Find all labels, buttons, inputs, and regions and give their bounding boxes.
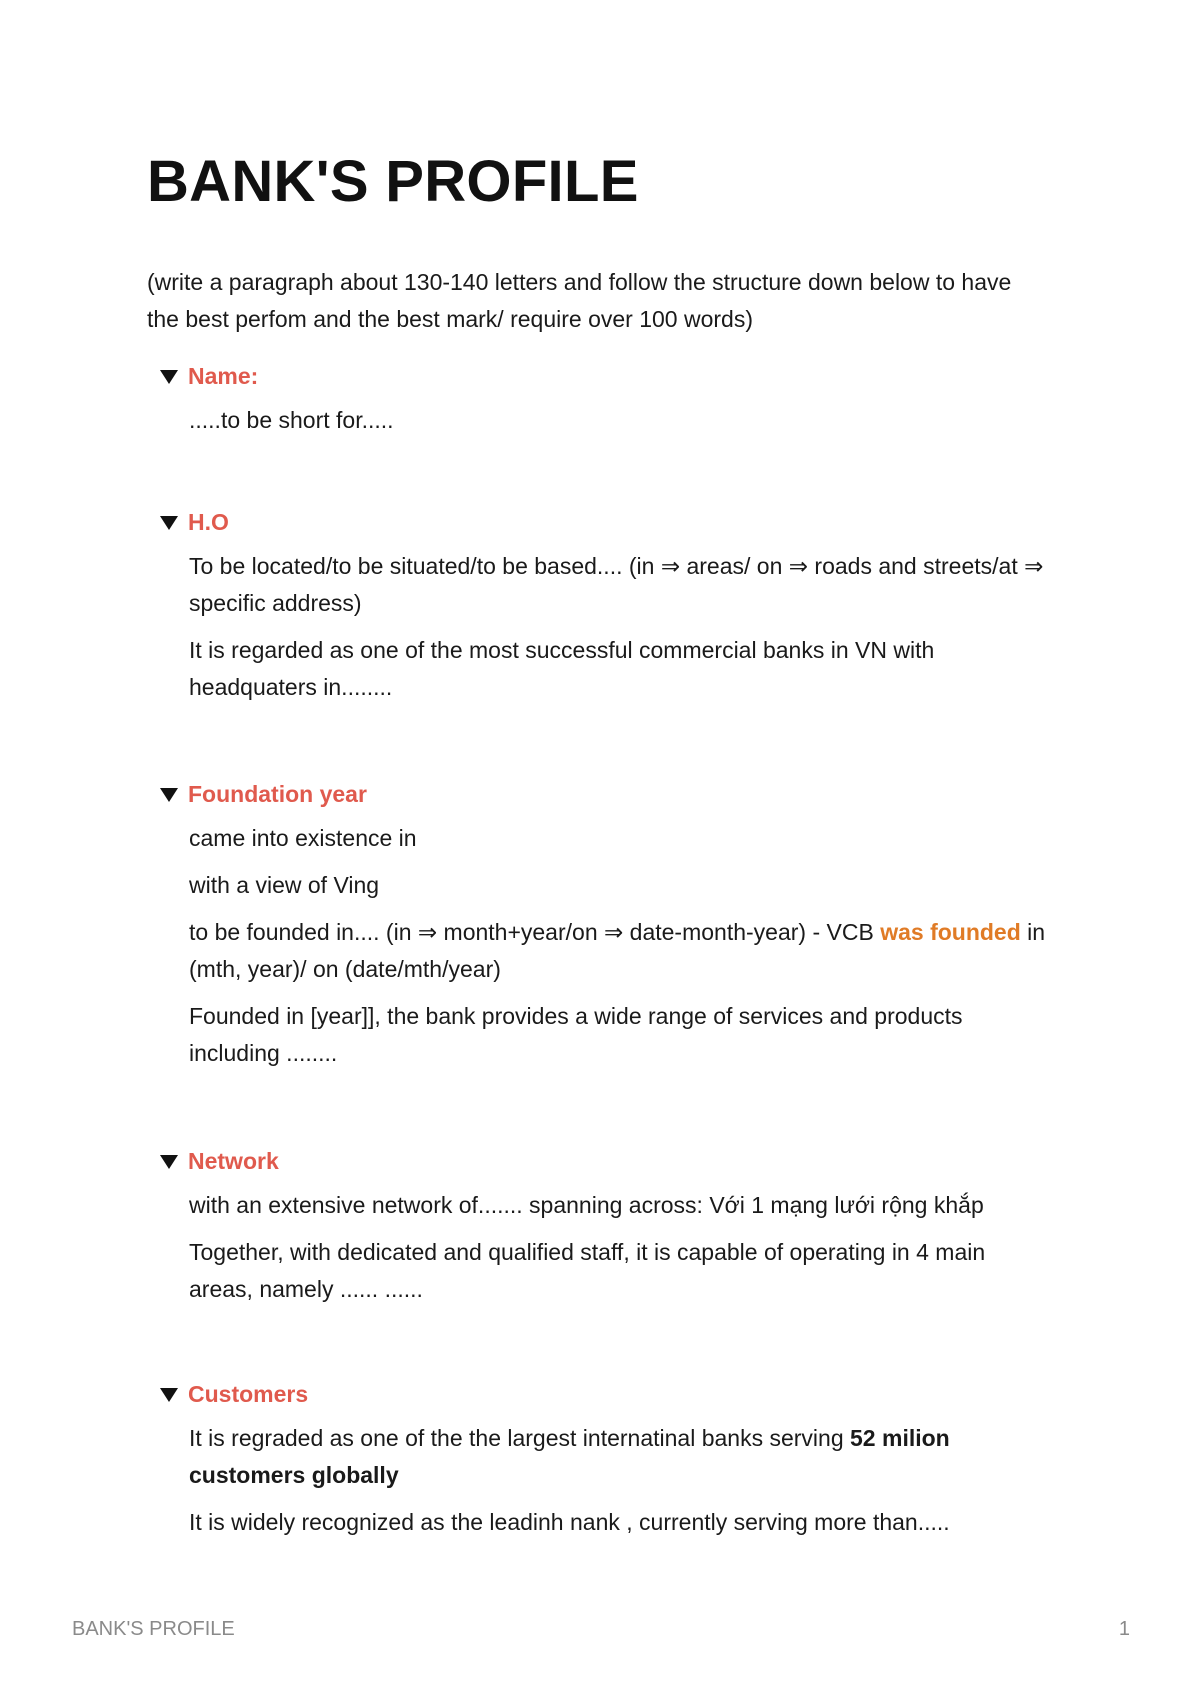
toggle-header-name[interactable] [160,358,1060,394]
section-heading: Foundation year [188,780,367,807]
section-line: It is widely recognized as the leadinh nank , currently serving more than..... [189,1509,950,1535]
section-line: with a view of Ving [189,872,380,898]
toggle-triangle-icon[interactable] [160,370,178,384]
customers-count-bold: 52 milion customers globally [189,1425,950,1488]
page-title: BANK'S PROFILE [147,149,639,214]
section-heading: Network [188,1147,279,1174]
toggle-body [189,1187,1060,1308]
section-line: Founded in [year]], the bank provides a wide range of services and products including ........ [189,1003,963,1066]
section-line: It is regarded as one of the most successful commercial banks in VN with headquaters in........ [189,637,935,700]
toggle-body [189,548,1060,706]
section-line: Together, with dedicated and qualified staff, it is capable of operating in 4 main areas, namely ...... ...... [189,1239,986,1302]
section-line: with an extensive network of....... spanning across: Với 1 mạng lưới rộng khắp [189,1192,984,1218]
customers-line-before: It is regraded as one of the the largest internatinal banks serving [189,1425,851,1451]
toggle-header-foundation-year[interactable] [160,776,1060,812]
founded-line-after: in (mth, year)/ on (date/mth/year) [189,919,1046,982]
founded-highlight: was founded [880,919,1021,945]
toggle-body [189,1420,1060,1541]
customers-line [189,1420,1049,1494]
toggle-header-customers[interactable] [160,1376,1060,1412]
footer-label: BANK'S PROFILE [72,1618,235,1640]
section-line: came into existence in [189,825,417,851]
toggle-section-ho [160,504,1060,706]
section-line: To be located/to be situated/to be based.... (in ⇒ areas/ on ⇒ roads and streets/at ⇒ specific address) [189,553,1044,616]
toggle-body [189,820,1060,1072]
toggle-section-foundation-year [160,776,1060,1072]
section-line: .....to be short for..... [189,407,394,433]
section-heading: H.O [188,508,229,535]
founded-line [189,914,1049,988]
section-heading: Name: [188,362,259,389]
page-number: 1 [1118,1618,1130,1640]
toggle-triangle-icon[interactable] [160,1388,178,1402]
intro-paragraph: (write a paragraph about 130-140 letters and follow the structure down below to have the best perfom and the best mark/ require over 100 words) [147,269,1012,332]
toggle-section-name [160,358,1060,439]
toggle-header-network[interactable] [160,1143,1060,1179]
toggle-triangle-icon[interactable] [160,788,178,802]
toggle-header-ho[interactable] [160,504,1060,540]
toggle-section-customers [160,1376,1060,1541]
founded-line-before: to be founded in.... (in ⇒ month+year/on ⇒ date-month-year) - VCB [189,919,881,945]
toggle-triangle-icon[interactable] [160,516,178,530]
section-heading: Customers [188,1380,309,1407]
toggle-section-network [160,1143,1060,1308]
toggle-body [189,402,1060,439]
toggle-triangle-icon[interactable] [160,1155,178,1169]
